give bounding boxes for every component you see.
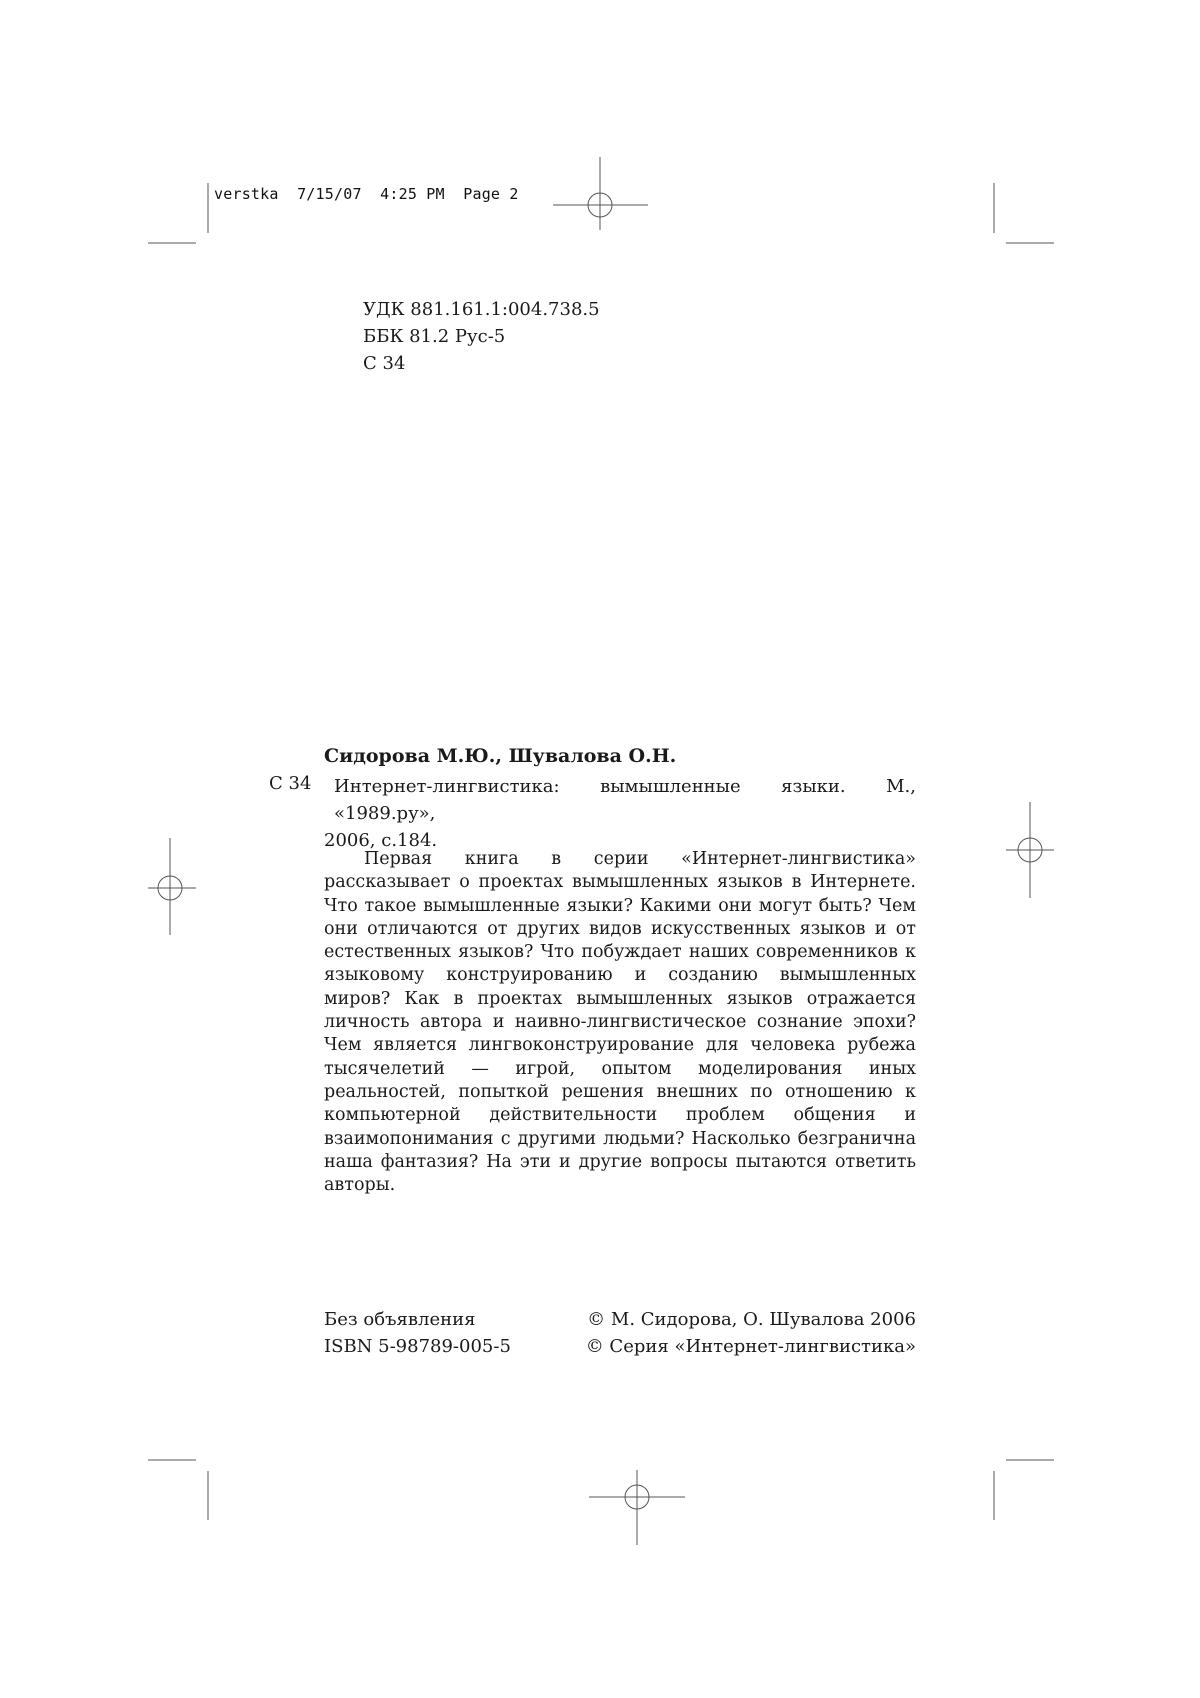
entry-author-mark: С 34 [269,773,312,794]
title-line: Интернет-лингвистика: вымышленные языки. М., «1989.ру», [334,776,916,824]
title-line-2: 2006, с.184. [324,830,438,851]
copyright-series: © Серия «Интернет-лингвистика» [585,1336,916,1357]
authors-heading: Сидорова М.Ю., Шувалова О.Н. [324,745,677,767]
footer-left [324,1306,511,1360]
abstract-paragraph: Первая книга в серии «Интернет-лингвистика» рассказывает о проектах вымышленных языков в Интернете. Что такое вымышленные языки? Какими они могут быть? Чем они отличаются от других видов искусственных языков и от естественных языков? Что побуждает наших современников к языковому конструированию и созданию вымышленных миров? Как в проектах вымышленных языков отражается личность автора и наивно-лингвистическое сознание эпохи? Чем является лингвоконструирование для человека рубежа тысячелетий — игрой, опытом моделирования иных реальностей, попыткой решения внешних по отношению к компьютерной действительности проблем общения и взаимопонимания с другими людьми? Насколько безгранична наша фантазия? На эти и другие вопросы пытаются ответить авторы. [324,849,916,1196]
registration-mark-bottom [589,1470,685,1545]
footer-right [586,1306,916,1360]
isbn: ISBN 5-98789-005-5 [324,1336,511,1357]
registration-mark-top [553,157,648,230]
publication-note: Без объявления [324,1309,476,1330]
registration-mark-right [1006,802,1054,898]
bibliographic-record [324,773,916,854]
udk-code: УДК 881.161.1:004.738.5 [363,299,600,320]
copyright-authors: © М. Сидорова, О. Шувалова 2006 [587,1309,916,1330]
author-mark: С 34 [363,353,406,374]
registration-mark-left [148,838,196,935]
classification-block [363,296,600,377]
bbk-code: ББК 81.2 Рус-5 [363,326,506,347]
print-slug: verstka 7/15/07 4:25 PM Page 2 [214,185,519,203]
